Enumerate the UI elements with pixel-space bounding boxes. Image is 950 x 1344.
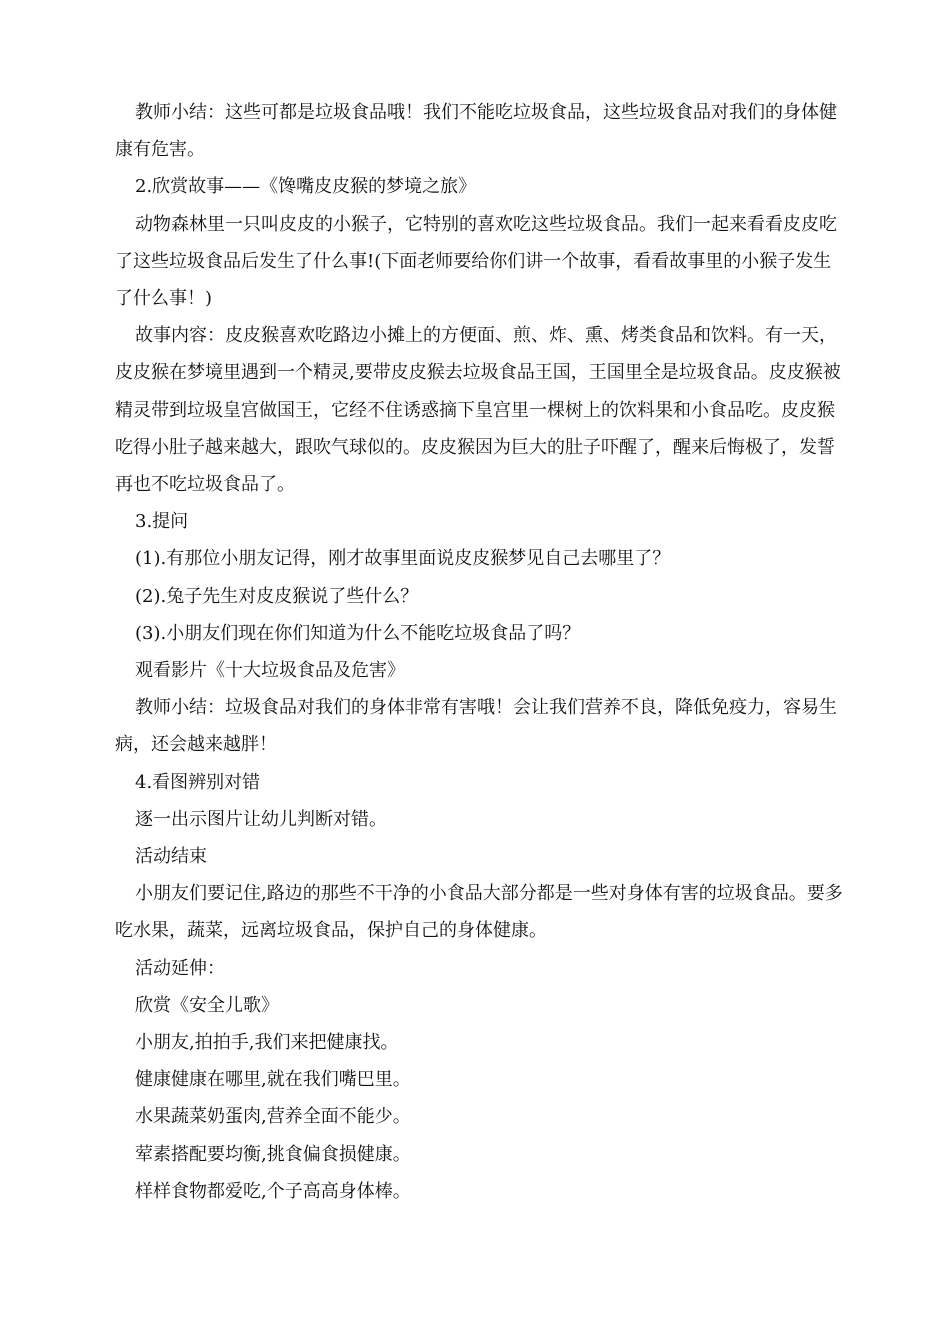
section-heading-picture: 4.看图辨别对错 [135, 771, 261, 793]
section-heading-end: 活动结束 [135, 846, 207, 868]
picture-instruction-line: 逐一出示图片让幼儿判断对错。 [135, 808, 387, 830]
section-heading-extension: 活动延伸： [135, 957, 225, 979]
question-2: (2).兔子先生对皮皮猴说了些什么？ [135, 585, 419, 607]
song-line-3: 水果蔬菜奶蛋肉,营养全面不能少。 [135, 1106, 411, 1128]
question-3: (3).小朋友们现在你们知道为什么不能吃垃圾食品了吗？ [135, 622, 581, 644]
document-body [115, 94, 847, 1210]
song-line-4: 荤素搭配要均衡,挑食偏食损健康。 [135, 1143, 411, 1165]
watch-film-line: 观看影片《十大垃圾食品及危害》 [135, 660, 405, 682]
teacher-summary-paragraph-2: 教师小结：垃圾食品对我们的身体非常有害哦！会让我们营养不良，降低免疫力，容易生病，还会越来越胖！ [115, 697, 837, 756]
section-heading-questions: 3.提问 [135, 511, 189, 533]
section-heading-story: 2.欣赏故事——《馋嘴皮皮猴的梦境之旅》 [135, 176, 477, 198]
question-1: (1).有那位小朋友记得，刚才故事里面说皮皮猴梦见自己去哪里了？ [135, 548, 671, 570]
song-line-5: 样样食物都爱吃,个子高高身体棒。 [135, 1180, 411, 1202]
teacher-summary-paragraph: 教师小结：这些可都是垃圾食品哦！我们不能吃垃圾食品，这些垃圾食品对我们的身体健康有危害。 [115, 102, 837, 161]
song-line-2: 健康健康在哪里,就在我们嘴巴里。 [135, 1069, 411, 1091]
ending-paragraph: 小朋友们要记住,路边的那些不干净的小食品大部分都是一些对身体有害的垃圾食品。要多吃水果，蔬菜，远离垃圾食品，保护自己的身体健康。 [115, 883, 843, 942]
song-title-line: 欣赏《安全儿歌》 [135, 994, 279, 1016]
song-line-1: 小朋友,拍拍手,我们来把健康找。 [135, 1032, 399, 1054]
story-content-paragraph: 故事内容：皮皮猴喜欢吃路边小摊上的方便面、煎、炸、熏、烤类食品和饮料。有一天，皮皮猴在梦境里遇到一个精灵,要带皮皮猴去垃圾食品王国，王国里全是垃圾食品。皮皮猴被精灵带到垃圾皇宫做国王，它经不住诱惑摘下皇宫里一棵树上的饮料果和小食品吃。皮皮猴吃得小肚子越来越大，跟吹气球似的。皮皮猴因为巨大的肚子吓醒了，醒来后悔极了，发誓再也不吃垃圾食品了。 [115, 325, 841, 496]
story-intro-paragraph: 动物森林里一只叫皮皮的小猴子，它特别的喜欢吃这些垃圾食品。我们一起来看看皮皮吃了这些垃圾食品后发生了什么事!(下面老师要给你们讲一个故事，看看故事里的小猴子发生了什么事！) [115, 213, 837, 310]
